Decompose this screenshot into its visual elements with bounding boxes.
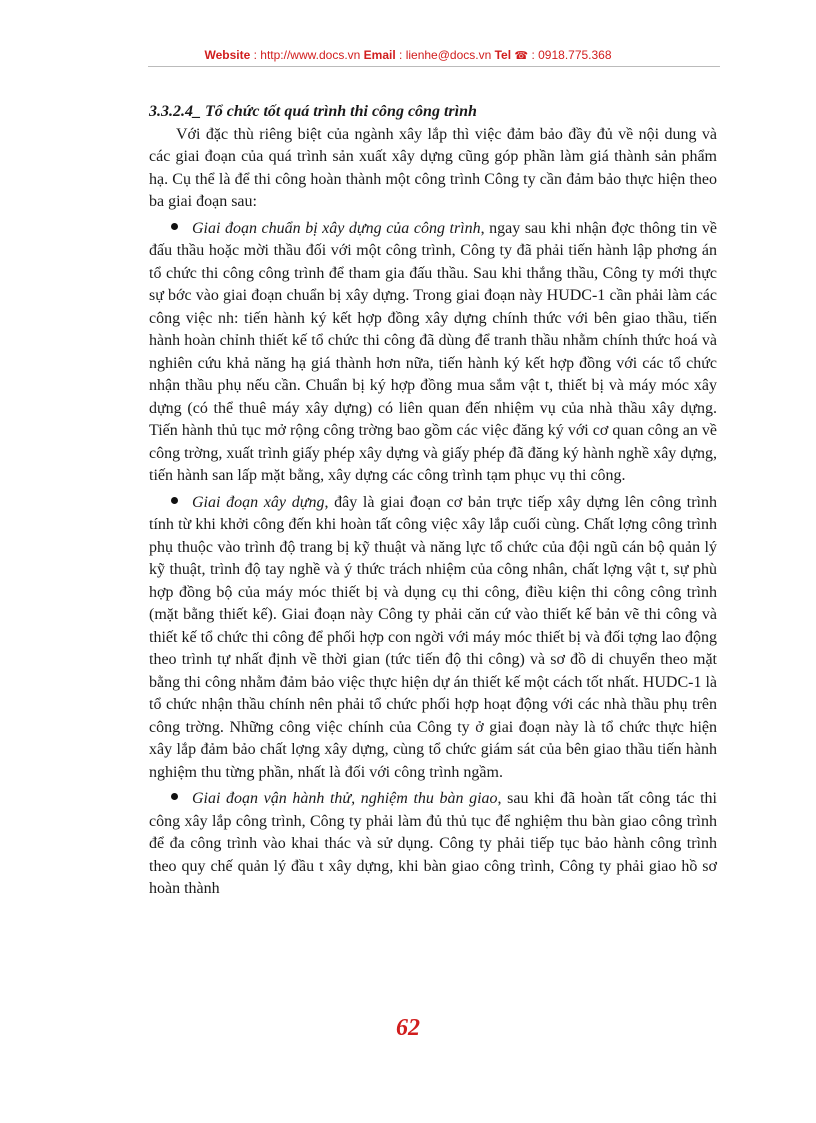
page-header	[0, 48, 816, 62]
phase-text: , đây là giai đoạn cơ bản trực tiếp xây dựng lên công trình tính từ khi khởi công đến khi hoàn tất công việc xây lắp cuối cùng. Chất lợng công trình phụ thuộc vào trình độ trang bị kỹ thuật và năng lực tổ chức của đội ngũ cán bộ quản lý kỹ thuật, trình độ tay nghề và ý thức trách nhiệm của công nhân, chất lợng vật t, sự phù hợp đồng bộ của máy móc thiết bị và dụng cụ thi công, điều kiện thi công công trình (mặt bằng thiết kế). Giai đoạn này Công ty phải căn cứ vào thiết kế bản vẽ thi công và thiết kế tổ chức thi công để phối hợp con ngời với máy móc thiết bị và đối tợng lao động theo trình tự nhất định về thời gian (tức tiến độ thi công) và sơ đồ di chuyển theo mặt bằng thi công nhằm đảm bảo việc thực hiện dự án thiết kế một cách tốt nhất. HUDC-1 là tổ chức nhận thầu chính nên phải tổ chức phối hợp hoạt động với các nhà thầu phụ trên công trờng. Những công việc chính của Công ty ở giai đoạn này là tổ chức thực hiện xây lắp đảm bảo chất lợng xây dựng, cùng tổ chức giám sát của bên giao thầu tiến hành nghiệm thu từng phần, nhất là đối với công trình ngầm.	[149, 493, 718, 781]
section-title: Tổ chức tốt quá trình thi công công trình	[205, 103, 477, 120]
phase-paragraph-3	[149, 788, 717, 901]
phase-text: , sau khi đã hoàn tất công tác thi công xây lắp công trình, Công ty phải làm đủ thủ tục để nghiệm thu bàn giao công trình để đa công trình vào khai thác và sử dụng. Công ty phải tiếp tục bảo hành công trình theo quy chế quản lý đầu t xây dựng, khi bàn giao công trình, Công ty phải giao hồ sơ hoàn thành	[149, 790, 717, 897]
phase-name: Giai đoạn xây dựng	[192, 493, 325, 511]
email-link[interactable]: : lienhe@docs.vn	[399, 48, 492, 62]
phase-text: , ngay sau khi nhận đợc thông tin về đấu thầu hoặc mời thầu đối với một công trình, Công ty đã phải tiến hành lập phơng án tổ chức thi công công trình để tham gia đấu thầu. Sau khi thắng thầu, Công ty mới thực sự bớc vào giai đoạn chuẩn bị xây dựng. Trong giai đoạn này HUDC-1 cần phải làm các công việc nh: tiến hành ký kết hợp đồng xây dựng chính thức với bên giao thầu, tiến hành hoàn chỉnh thiết kế tổ chức thi công đã dùng để tranh thầu nhằm chính thức hoá và nghiên cứu khả năng hạ giá thành hơn nữa, tiến hành ký kết hợp đồng với các tổ chức nhận thầu phụ nếu cần. Chuẩn bị ký hợp đồng mua sắm vật t, thiết bị và máy móc xây dựng (có thể thuê máy xây dựng) có liên quan đến nhiệm vụ của nhà thầu xây dựng. Tiến hành thủ tục mở rộng công trờng bao gồm các việc đăng ký với cơ quan công an về công trờng, xuất trình giấy phép xây dựng và giấy phép đã đăng ký hành nghề xây dựng, tiến hành san lấp mặt bằng, xây dựng các công trình tạm phục vụ thi công.	[149, 219, 717, 484]
bullet-icon	[171, 497, 178, 504]
email-label: Email	[363, 48, 396, 62]
document-body	[149, 101, 717, 901]
phase-name: Giai đoạn chuẩn bị xây dựng của công trình	[192, 219, 481, 237]
section-number: 3.3.2.4_	[149, 103, 201, 120]
website-label: Website	[204, 48, 251, 62]
phase-name: Giai đoạn vận hành thử, nghiệm thu bàn giao	[192, 790, 498, 807]
phone-icon: ☎	[514, 50, 529, 62]
tel-value: : 0918.775.368	[531, 48, 612, 62]
page-number: 62	[396, 1015, 420, 1041]
section-heading	[149, 101, 717, 124]
bullet-icon	[171, 793, 178, 800]
website-link[interactable]: : http://www.docs.vn	[253, 48, 361, 62]
header-divider	[148, 66, 720, 67]
tel-label: Tel	[494, 48, 512, 62]
bullet-icon	[171, 223, 178, 230]
intro-paragraph: Với đặc thù riêng biệt của ngành xây lắp thì việc đảm bảo đầy đủ về nội dung và các giai đoạn của quá trình sản xuất xây dựng cũng góp phần làm giá thành sản phẩm hạ. Cụ thể là để thi công hoàn thành một công trình Công ty cần đảm bảo thực hiện theo ba giai đoạn sau:	[149, 125, 717, 210]
phase-paragraph-1	[149, 218, 717, 488]
phase-paragraph-2	[149, 492, 717, 785]
